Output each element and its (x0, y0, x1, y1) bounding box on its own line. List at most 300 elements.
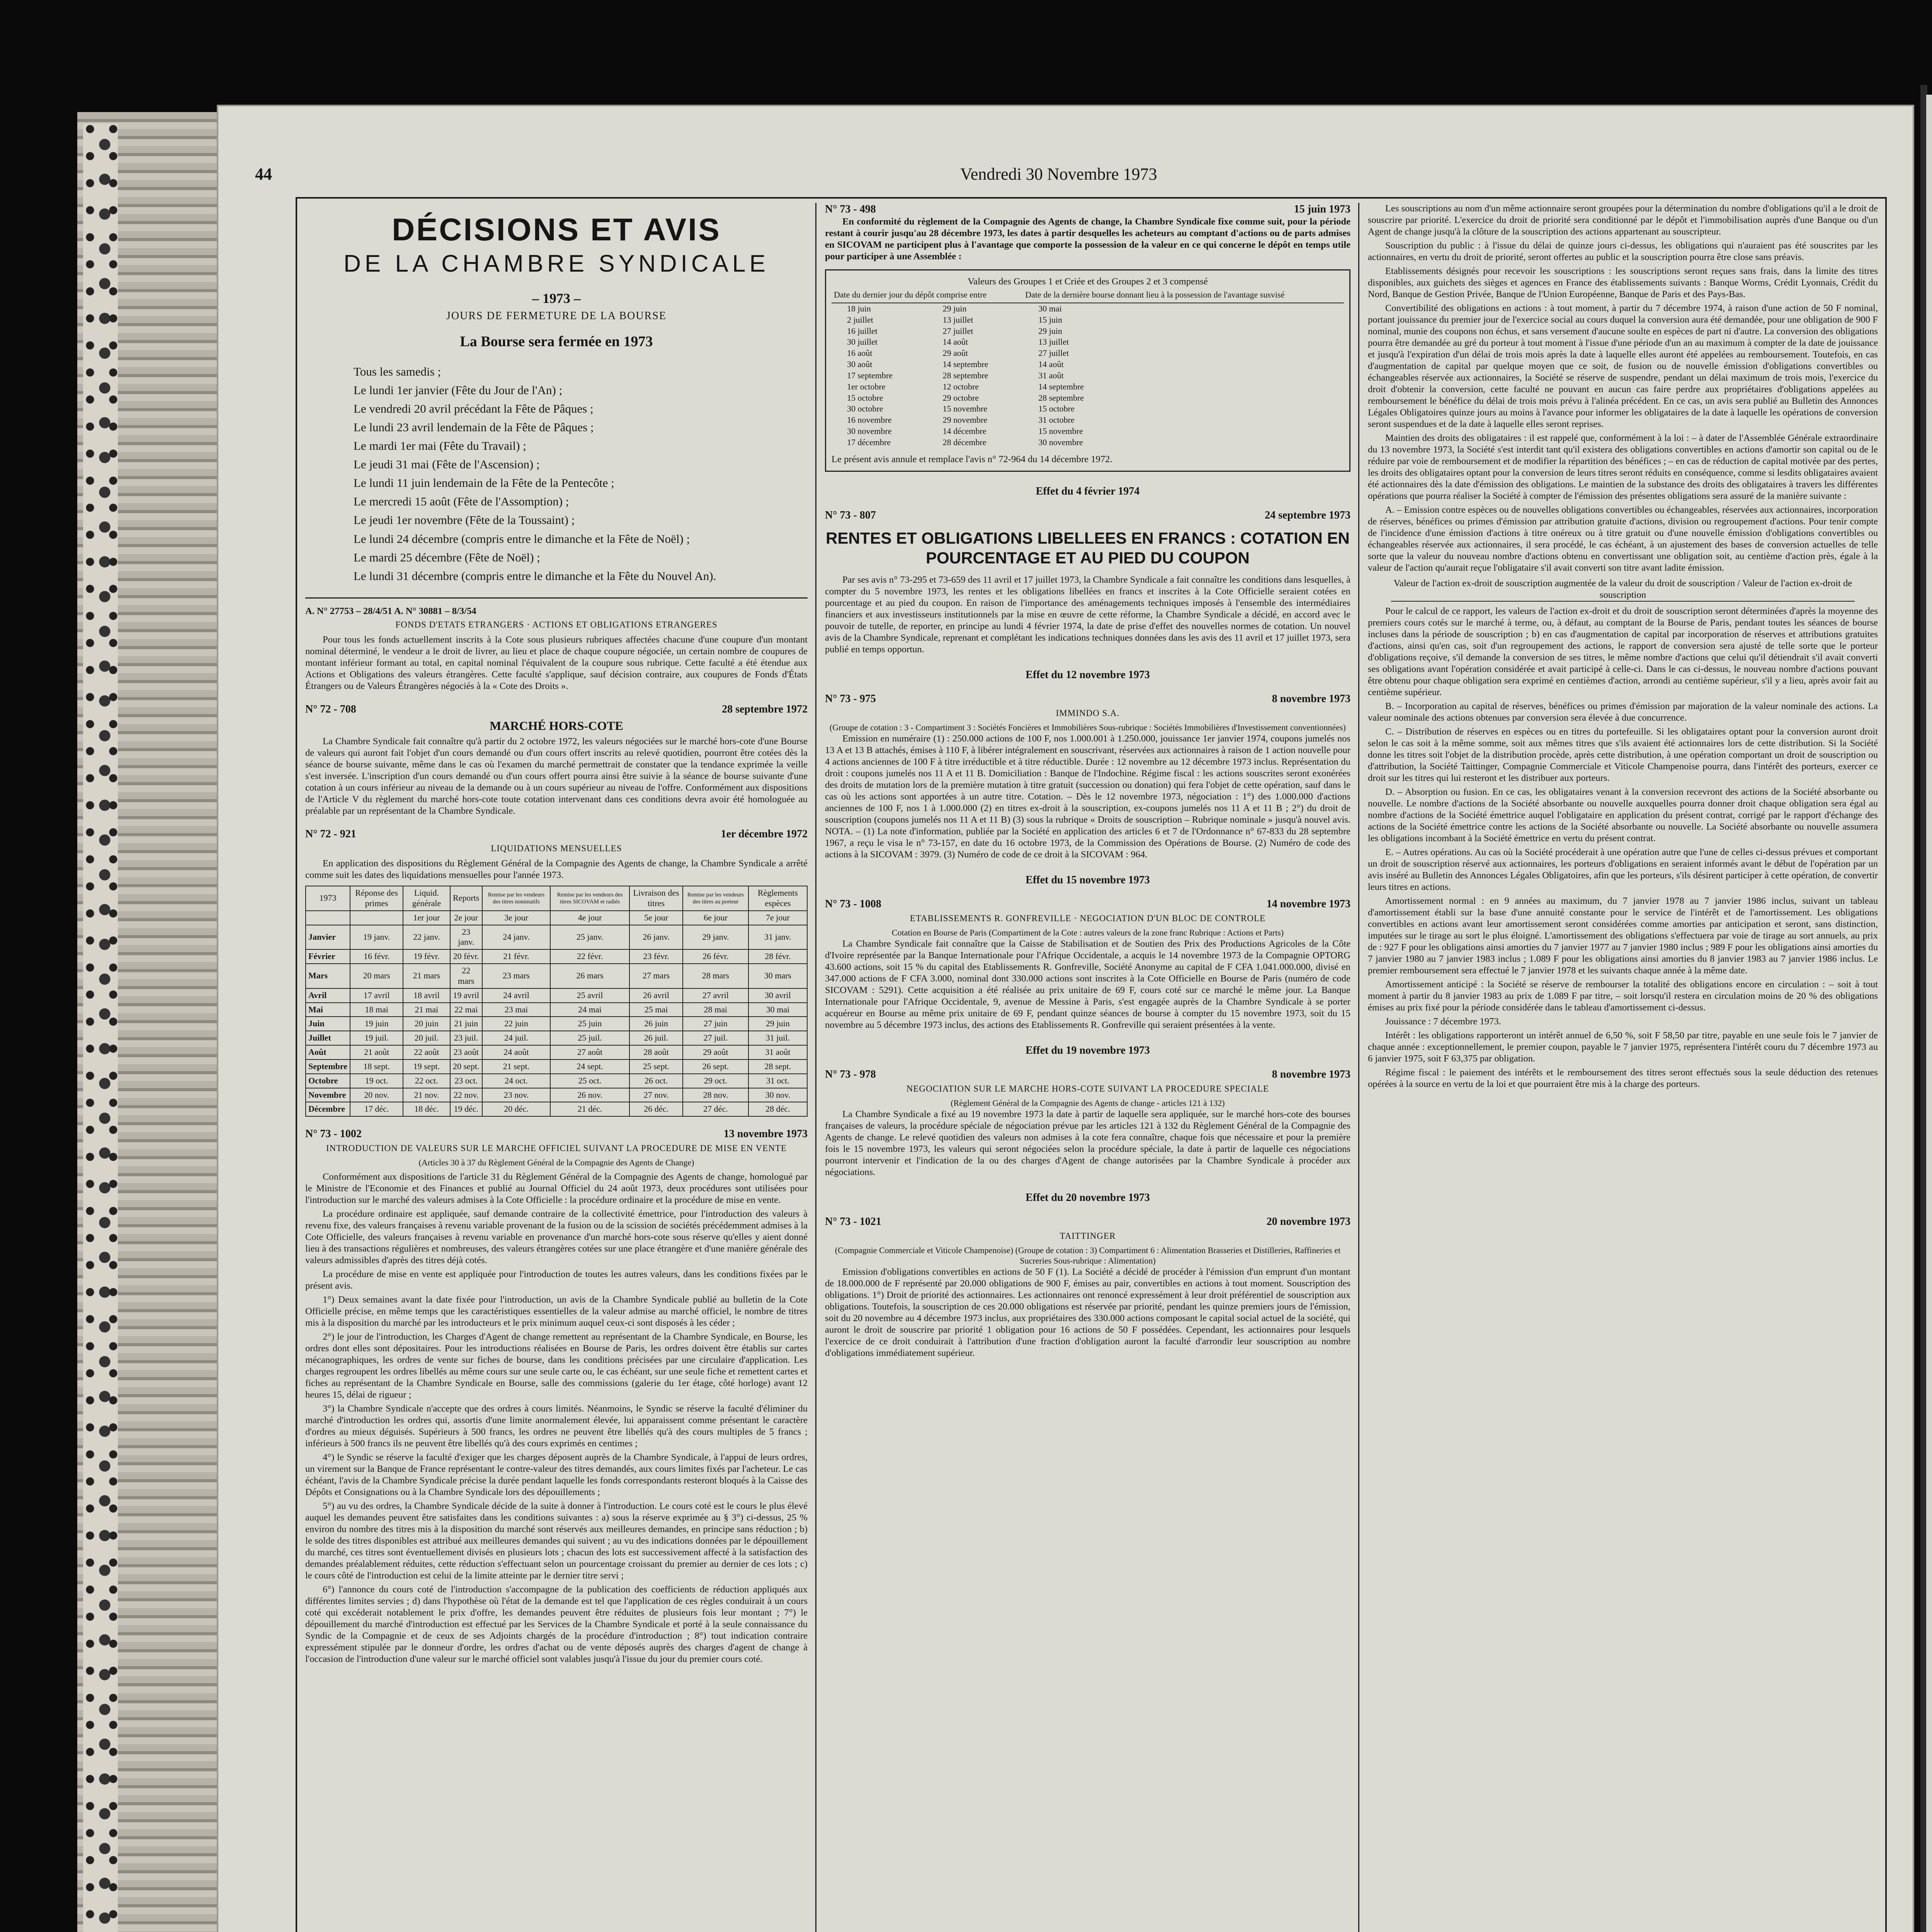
newspaper-page (218, 106, 1913, 1932)
table-cell: 29 janv. (683, 925, 748, 950)
table-cell: 21 déc. (550, 1102, 629, 1116)
table-cell: 26 juil. (629, 1031, 683, 1045)
notice-header (305, 1128, 808, 1141)
dates-caption: Valeurs des Groupes 1 et Criée et des Groupes 2 et 3 compensé (968, 276, 1208, 287)
paragraph: B. – Incorporation au capital de réserves, bénéfices ou primes d'émission par majoration de la valeur nominale des actions. La valeur nominale des actions obtenues par conversion sera élevée à due concurrence. (1368, 701, 1878, 723)
table-cell: 19 sept. (403, 1060, 450, 1074)
table-cell: 15 octobre (1038, 404, 1075, 414)
column-header: 1973 (306, 886, 350, 911)
notice-text: La Chambre Syndicale a fixé au 19 novembre 1973 la date à partir de laquelle sera appliquée, sur le marché hors-cote des bourses françaises de valeurs, la procédure spéciale de négociation prévue par les articles 121 à 132 du Règlement Général de la Compagnie des Agents de change. Le relevé quotidien des valeurs non admises à la cote fera connaître, chaque fois que nécessaire et pour la première fois le 15 novembre 1973, les valeurs qui seront négociées selon la procédure spéciale, la date à partir de laquelle ces négociations pourront intervenir et l'indication de la ou des charges d'Agent de change autorisées par la Chambre Syndicale à procéder aux négociations. (825, 1109, 1350, 1178)
table-cell: 29 août (683, 1045, 748, 1060)
table-cell: 28 févr. (748, 949, 807, 964)
table-cell: 23 nov. (482, 1088, 550, 1102)
table-cell: 25 mai (629, 1003, 683, 1017)
notice-title: INTRODUCTION DE VALEURS SUR LE MARCHE OFFICIEL SUIVANT LA PROCEDURE DE MISE EN VENTE (326, 1143, 787, 1153)
paragraph: Jouissance : 7 décembre 1973. (1385, 1016, 1501, 1027)
notice-header (825, 203, 1350, 216)
notice-ref: A. N° 27753 – 28/4/51 A. N° 30881 – 8/3/54 (305, 605, 476, 616)
column-header: Reports (450, 886, 482, 911)
table-row (832, 315, 1344, 326)
table-cell: 18 mai (350, 1003, 403, 1017)
table-cell: 31 janv. (748, 925, 807, 950)
table-row (306, 1060, 807, 1074)
notice-text: En application des dispositions du Règlement Général de la Compagnie des Agents de change, la Chambre Syndicale a arrêté comme suit les dates des liquidations mensuelles pour l'année 1973. (305, 858, 808, 881)
table-cell: 25 avril (550, 988, 629, 1003)
table-cell: 30 août (847, 359, 872, 369)
effective-date: Effet du 12 novembre 1973 (1026, 668, 1150, 681)
table-row (832, 326, 1344, 337)
table-cell: 25 oct. (550, 1074, 629, 1088)
table-cell: 18 sept. (350, 1060, 403, 1074)
table-cell: 17 avril (350, 988, 403, 1003)
notice-date: 14 novembre 1973 (1266, 898, 1350, 910)
notice-text: Emission d'obligations convertibles en actions de 50 F (1). La Société a décidé de procéder à l'émission d'un emprunt d'un montant de 18.000.000 de F représenté par 20.000 obligations de 900 F, émises au pair, convertibles en actions à tout moment. Souscription des obligations. 1°) Droit de priorité des actionnaires. Les actionnaires ont renoncé expressément à leur droit préférentiel de souscription aux obligations. Toutefois, la souscription de ces 20.000 obligations est réservée par priorité, pendant les quinze premiers jours de l'émission, soit du 20 novembre au 4 décembre 1973 inclus, aux propriétaires des 330.000 actions composant le capital social actuel de la société, qui auront le droit de souscrire par priorité 1 obligation pour 16 actions de 50 F possédées. Cependant, les actionnaires pour lesquels l'exercice de ce droit conduirait à l'attribution d'une fraction d'obligation auront la faculté d'arrondir leur souscription au nombre d'obligations immédiatement supérieur. (825, 1267, 1350, 1359)
notice-subtitle: (Articles 30 à 37 du Règlement Général de la Compagnie des Agents de Change) (418, 1158, 694, 1168)
table-cell: 27 juin (683, 1017, 748, 1031)
notice-subtitle: Cotation en Bourse de Paris (Compartiment de la Cote : autres valeurs de la zone franc Rubrique : Actions et Parts) (891, 928, 1284, 938)
holiday-item: Tous les samedis ; (354, 365, 441, 379)
holiday-list (354, 362, 808, 585)
table-cell: 15 juin (1038, 315, 1062, 325)
effective-date: Effet du 4 février 1974 (1036, 485, 1140, 497)
table-cell: 20 juil. (403, 1031, 450, 1045)
day-label: 6e jour (683, 911, 748, 925)
paragraph: Régime fiscal : le paiement des intérêts et le remboursement des titres seront effectués sous la seule déduction des retenues opérées à la source en vertu de la loi et que pourraient être mis à la charge des porteurs. (1368, 1067, 1878, 1089)
table-cell: 28 août (629, 1045, 683, 1060)
paragraph: Les souscriptions au nom d'un même actionnaire seront groupées pour la détermination du nombre d'obligations qu'il a le droit de souscrire par priorité. L'exercice du droit de priorité sera conditionné par le dépôt et l'immobilisation auprès d'une Banque ou d'un Agent de change jusqu'à la clôture de la souscription des actions appartenant au souscripteur. (1368, 203, 1878, 237)
notice-title: TAITTINGER (1060, 1231, 1116, 1241)
column-header: Liquid. générale (403, 886, 450, 911)
table-cell: 26 mars (550, 964, 629, 988)
table-cell: Mai (306, 1003, 350, 1017)
table-cell: 22 août (403, 1045, 450, 1060)
table-cell: 24 sept. (550, 1060, 629, 1074)
table-cell: 26 oct. (629, 1074, 683, 1088)
table-cell: 17 décembre (847, 437, 891, 447)
year-heading: – 1973 – (532, 290, 581, 306)
table-cell: 20 sept. (450, 1060, 482, 1074)
table-cell: 29 oct. (683, 1074, 748, 1088)
table-cell: 23 janv. (450, 925, 482, 950)
holiday-item: Le mardi 1er mai (Fête du Travail) ; (354, 439, 526, 453)
column-header: Livraison des titres (629, 886, 683, 911)
table-cell: 24 mai (550, 1003, 629, 1017)
notice-text: Pour tous les fonds actuellement inscrits à la Cote sous plusieurs rubriques affectées chacune d'une coupure d'un montant nominal déterminé, le vendeur a le droit de livrer, au lieu et place de chaque coupure négociée, un certain nombre de coupures de montant inférieur formant au total, en capital nominal l'équivalent de la coupure sous rubrique. Cette faculté a été étendue aux Actions et Obligations des valeurs étrangères. Cette faculté s'applique, sauf décision contraire, aux coupures de Fonds d'États Étrangers ou de Valeurs Étrangères négociés à la « Cote des Droits ». (305, 634, 808, 691)
table-row (306, 964, 807, 988)
holiday-item: Le mercredi 15 août (Fête de l'Assomption) ; (354, 495, 569, 509)
notice-paragraph: 1°) Deux semaines avant la date fixée pour l'introduction, un avis de la Chambre Syndicale publié au bulletin de la Cote Officielle précise, en même temps que les caractéristiques essentielles de la valeur admise au marché officiel, le nombre de titres mis à la disposition du marché par les introducteurs et le prix minimum auquel ceux-ci sont disposés à les céder ; (305, 1294, 808, 1328)
table-cell: Janvier (306, 925, 350, 950)
holiday-item: Le lundi 23 avril lendemain de la Fête de Pâques ; (354, 420, 594, 434)
table-cell: 31 août (1038, 370, 1064, 380)
notice-title: MARCHÉ HORS-COTE (490, 718, 623, 733)
table-cell: 27 juil. (683, 1031, 748, 1045)
table-row (832, 359, 1344, 370)
table-cell: 24 oct. (482, 1074, 550, 1088)
table-cell: 24 août (482, 1045, 550, 1060)
notice-number: N° 73 - 1021 (825, 1216, 881, 1228)
holiday-item: Le jeudi 1er novembre (Fête de la Toussaint) ; (354, 513, 575, 527)
table-row (832, 393, 1344, 404)
table-cell: 2 juillet (847, 315, 873, 325)
closure-statement: La Bourse sera fermée en 1973 (460, 333, 653, 350)
table-cell: 14 août (1038, 359, 1064, 369)
notice-paragraph: Conformément aux dispositions de l'article 31 du Règlement Général de la Compagnie des Agents de change, homologué par le Ministre de l'Economie et des Finances et publié au Journal Officiel du 24 août 1973, deux procédures sont utilisées pour l'introduction sur le marché des valeurs admises à la Cote Officielle : la procédure ordinaire et la procédure de mise en vente. (305, 1172, 808, 1206)
notice-date: 8 novembre 1973 (1272, 1068, 1350, 1081)
table-cell: 24 avril (482, 988, 550, 1003)
table-cell: Février (306, 949, 350, 964)
notice-header (305, 703, 808, 716)
column-header: Réponse des primes (350, 886, 403, 911)
dates-table-body (832, 303, 1344, 448)
holiday-item: Le jeudi 31 mai (Fête de l'Ascension) ; (354, 457, 540, 471)
table-cell: 21 nov. (403, 1088, 450, 1102)
paragraph: Souscription du public : à l'issue du délai de quinze jours ci-dessus, les obligations qui n'auraient pas été souscrites par les actionnaires, en vertu du droit de priorité, seront offertes au public et la souscription pourra être close sans préavis. (1368, 240, 1878, 262)
paragraph: D. – Absorption ou fusion. En ce cas, les obligataires venant à la conversion recevront des actions de la Société absorbante ou nouvelle. Le nombre d'actions de la Société absorbante ou nouvelle auxquelles pourra donner droit chaque obligation sera égal au nombre d'actions de la Société émettrice auquel l'obligataire en application du présent contrat, corrigé par le rapport d'échange des actions de la Société émettrice contre les actions de la Société absorbante ou nouvelle. La Société absorbante ou nouvelle assumera les obligations incombant à la Société émettrice en vertu du présent contrat. (1368, 787, 1878, 844)
table-cell: Juin (306, 1017, 350, 1031)
table-cell: 27 août (550, 1045, 629, 1060)
table-header-row (306, 886, 807, 911)
notice-title: NEGOCIATION SUR LE MARCHE HORS-COTE SUIVANT LA PROCEDURE SPECIALE (906, 1084, 1269, 1094)
paragraph: Intérêt : les obligations rapporteront un intérêt annuel de 6,50 %, soit F 58,50 par titre, payable en une seule fois le 7 janvier de chaque année : exceptionnellement, le premier coupon, payable le 7 janvier 1975, représentera l'intérêt couru du 7 décembre 1973 au 6 janvier 1975, soit F 63,375 par obligation. (1368, 1030, 1878, 1064)
notice-number: N° 73 - 498 (825, 203, 876, 215)
table-cell: Septembre (306, 1060, 350, 1074)
table-cell: 22 oct. (403, 1074, 450, 1088)
notice-paragraph: 6°) l'annonce du cours coté de l'introduction s'accompagne de la publication des coefficients de réduction appliqués aux différentes limites servies ; d) dans l'hypothèse où l'état de la demande est tel que l'application de ces règles conduirait à un cours coté qui excéderait notablement le prix d'offre, les demandes peuvent être réduites de plusieurs fois leur montant ; 7°) le dépouillement du marché d'introduction est effectué par les Services de la Chambre Syndicale et porté à la seule connaissance du Syndic de la Compagnie et de ceux de ses Adjoints chargés de la procédure d'introduction ; 8°) tout indication contraire expressément stipulée par le donneur d'ordre, les ordres d'achat ou de vente déposés auprès des charges d'agent de change à l'occasion de l'introduction d'une valeur sur le marché officiel sont valables jusqu'à l'issue du jour du premier cours coté. (305, 1584, 808, 1665)
table-cell: 30 mai (748, 1003, 807, 1017)
notice-title: ETABLISSEMENTS R. GONFREVILLE · NEGOCIATION D'UN BLOC DE CONTROLE (910, 913, 1266, 923)
table-cell: 19 avril (450, 988, 482, 1003)
table-cell: 24 juil. (482, 1031, 550, 1045)
dates-table (832, 287, 1344, 448)
day-label (350, 911, 403, 925)
paragraph: Amortissement normal : en 9 années au maximum, du 7 janvier 1978 au 7 janvier 1986 inclus, suivant un tableau d'amortissement établi sur la base d'une annuité constante pour le service de l'intérêt et de l'amortissement. Les obligations convertibles en actions avant leur amortissement seront considérées comme amorties par anticipation et seront, sans distinction, imputées sur le tirage au sort le plus éloigné. L'amortissement des obligations s'effectuera par voie de tirage au sort annuels, au prix de : 927 F pour les obligations ainsi amorties du 7 janvier 1977 au 7 janvier 1980 inclus ; 989 F pour les obligations ainsi amorties du 7 janvier 1980 au 7 janvier 1983 inclus ; 1.089 F pour les obligations ainsi amorties du 8 janvier 1983 au 7 janvier 1986 inclus. Le premier remboursement sera effectué le 7 janvier 1978 et les suivants chaque année à la même date. (1368, 896, 1878, 976)
table-cell: 27 juillet (942, 326, 973, 336)
table-cell: 28 septembre (942, 370, 988, 380)
table-cell: 31 juil. (748, 1031, 807, 1045)
table-row (306, 1031, 807, 1045)
table-row (832, 348, 1344, 359)
notice-number: N° 72 - 708 (305, 703, 356, 715)
table-cell: 14 septembre (942, 359, 988, 369)
notice-header (825, 898, 1350, 911)
table-cell: 26 sept. (683, 1060, 748, 1074)
table-cell: 30 mai (1038, 303, 1062, 313)
table-cell: 23 mai (482, 1003, 550, 1017)
paragraph: Maintien des droits des obligataires : il est rappelé que, conformément à la loi : – à dater de l'Assemblée Générale extraordinaire du 13 novembre 1973, la Société s'est interdit tant qu'il existera des obligations convertibles en actions d'amortir son capital ou de le réduire par voie de remboursement et de modifier la répartition des bénéfices ; – en cas de réduction de capital motivée par des pertes, les droits des obligataires optant pour la conversion de leurs titres seront réduits en conséquence, comme si lesdits obligataires avaient été actionnaires dès la date d'émission des obligations. Le maintien de la substance des droits des obligataires à travers les différentes opérations que pourra réaliser la Société à compter de l'émission des présentes obligations sera assuré de la manière suivante : (1368, 433, 1878, 501)
day-label: 5e jour (629, 911, 683, 925)
table-cell: 21 mai (403, 1003, 450, 1017)
effective-date: Effet du 19 novembre 1973 (1026, 1044, 1150, 1056)
notice-paragraph: 2°) le jour de l'introduction, les Charges d'Agent de change remettent au représentant de la Chambre Syndicale, en Bourse, les ordres dont elles sont dépositaires. Pour les introductions réalisées en Bourse de Paris, les ordres doivent être établis sur cartes mécanographiques, les ordres de vente sur fiches de bourse, dans les conditions précisées par une circulaire d'application. Les charges regroupent les ordres libellés au même cours sur une seule carte ou, le cas échéant, sur une seule fiche et remettent cartes et fiches au représentant de la Chambre Syndicale en Bourse, salle des commissions (galerie du 1er étage, côté horloge) avant 12 heures 15, délai de rigueur ; (305, 1332, 808, 1400)
table-cell: 24 janv. (482, 925, 550, 950)
table-cell: 1er octobre (847, 381, 886, 391)
day-label (306, 911, 350, 925)
notice-paragraph: La procédure de mise en vente est appliquée pour l'introduction de toutes les autres valeurs, dans les conditions fixées par le présent avis. (305, 1269, 808, 1291)
table-cell: 13 juillet (1038, 337, 1069, 347)
table-cell: 25 juil. (550, 1031, 629, 1045)
table-cell: 18 avril (403, 988, 450, 1003)
table-row (306, 1074, 807, 1088)
table-cell: 28 nov. (683, 1088, 748, 1102)
table-cell: 25 sept. (629, 1060, 683, 1074)
divider (305, 597, 808, 599)
table-row (306, 1045, 807, 1060)
table-cell: 15 novembre (1038, 426, 1083, 436)
day-label: 2e jour (450, 911, 482, 925)
column-header: Date du dernier jour du dépôt comprise entre (832, 287, 1023, 303)
table-cell: 19 déc. (450, 1102, 482, 1116)
table-cell: 23 août (450, 1045, 482, 1060)
notice-title: LIQUIDATIONS MENSUELLES (491, 844, 622, 854)
holiday-item: Le vendredi 20 avril précédant la Fête de Pâques ; (354, 402, 594, 416)
day-label: 3e jour (482, 911, 550, 925)
table-cell: Mars (306, 964, 350, 988)
table-cell: 30 novembre (847, 426, 892, 436)
table-cell: 23 oct. (450, 1074, 482, 1088)
notice-number: N° 72 - 921 (305, 828, 356, 840)
table-cell: Juillet (306, 1031, 350, 1045)
column-2 (825, 203, 1350, 1932)
notice-date: 24 septembre 1973 (1265, 509, 1350, 521)
table-row (832, 415, 1344, 426)
section-subtitle: DE LA CHAMBRE SYNDICALE (344, 250, 769, 277)
table-cell: 21 mars (403, 964, 450, 988)
table-cell: 29 août (942, 348, 968, 358)
paragraph: Amortissement anticipé : la Société se réserve de rembourser la totalité des obligations encore en circulation : – soit à tout moment à partir du 8 janvier 1983 au prix de 1.089 F par titre, – soit lorsqu'il restera en circulation moins de 20 % des obligations émises au prix fixé pour la période considérée dans le tableau d'amortissement ci-dessus. (1368, 979, 1878, 1013)
table-cell: 22 janv. (403, 925, 450, 950)
table-cell: 26 avril (629, 988, 683, 1003)
column-3 (1368, 203, 1878, 1932)
table-cell: 22 juin (482, 1017, 550, 1031)
holiday-item: Le lundi 31 décembre (compris entre le dimanche et la Fête du Nouvel An). (354, 569, 716, 583)
table-cell: 12 octobre (942, 381, 979, 391)
liquidation-table (305, 886, 808, 1117)
effective-date: Effet du 20 novembre 1973 (1026, 1192, 1150, 1204)
table-cell: 23 mars (482, 964, 550, 988)
table-cell: 22 févr. (550, 949, 629, 964)
dates-box (825, 269, 1350, 472)
column-header: Remise par les vendeurs des titres SICOVAM et radiés (550, 886, 629, 911)
liquidation-table-body (306, 925, 807, 1117)
notice-text: La Chambre Syndicale fait connaître qu'à partir du 2 octobre 1972, les valeurs négociées sur le marché hors-cote d'une Bourse de valeurs qui auront fait l'objet d'un cours demandé ou d'un cours offert inscrits au relevé quotidien, pourront être cotées dès la séance de bourse suivante, même dans le cas où l'examen du marché permettrait de constater que la tendance exprimée la veille s'est inversée. L'inscription d'un cours demandé ou d'un cours offert pourra ainsi être suivie à la séance de bourse suivante d'une cotation à un cours inférieur au niveau de la demande ou à un cours supérieur au niveau de l'offre. Conformément aux dispositions de l'Article V du règlement du marché hors-cote toute cotation intervenant dans ces conditions devra avoir été homologuée au préalable par un représentant de la Chambre Syndicale. (305, 736, 808, 816)
day-label: 4e jour (550, 911, 629, 925)
table-cell: 22 mars (450, 964, 482, 988)
table-cell: 27 déc. (683, 1102, 748, 1116)
notice-paragraph: 3°) la Chambre Syndicale n'accepte que des ordres à cours limités. Néanmoins, le Syndic se réserve la faculté d'éliminer du marché d'introduction les ordres qui, assortis d'une limite anormalement élevée, lui apparaissent comme présentant le caractère d'ordres au mieux déguisés. Supérieurs à 500 francs, les ordres ne peuvent être libellés qu'à des cours multiples de 5 francs ; inférieurs à 500 francs ils ne peuvent être libellés qu'à des cours exprimés en centimes ; (305, 1403, 808, 1449)
effective-date: Effet du 15 novembre 1973 (1026, 874, 1150, 886)
notice-header (825, 509, 1350, 522)
table-cell: 30 juillet (847, 337, 878, 347)
table-row (306, 949, 807, 964)
column-header: Remise par les vendeurs des titres au porteur (683, 886, 748, 911)
table-cell: 16 juillet (847, 326, 878, 336)
table-cell: 17 déc. (350, 1102, 403, 1116)
table-cell: 31 août (748, 1045, 807, 1060)
table-cell: 29 juin (942, 303, 967, 313)
table-cell: 27 juillet (1038, 348, 1069, 358)
paragraph: Pour le calcul de ce rapport, les valeurs de l'action ex-droit et du droit de souscription seront déterminées d'après la moyenne des premiers cours cotés sur le marché à terme, ou, à défaut, au comptant de la Bourse de Paris, pendant toutes les séances de bourse incluses dans la période de souscription ; b) en cas d'augmentation de capital par incorporation de réserves et attributions gratuites d'actions, ainsi qu'en cas, soit d'un regroupement des actions, le rapport de conversion sera ajusté de telle sorte que le porteur d'obligations reçoive, s'il demande la conversion de ses titres, le même nombre d'actions que celui qu'il détiendrait s'il avait converti ses obligations avant l'opération considérée et avait participé à celle-ci. Dans le cas ci-dessus, le nouveau nombre d'actions pouvant être obtenu pour chaque obligation sera exprimé en centièmes d'action, arrondi au centième supérieur, s'il y a lieu, après avoir fait au centième supérieur. (1368, 606, 1878, 697)
paragraph: C. – Distribution de réserves en espèces ou en titres du portefeuille. Si les obligataires optant pour la conversion auront droit selon le cas soit à la même somme, soit aux mêmes titres que s'ils avaient été actionnaires lors de cette distribution. Si la Société donne les titres soit l'objet de la distribution procède, après cette distribution, à une opération comportant un droit de souscription ou d'attribution, la Société Taittinger, Compagnie Commerciale et Viticole Champenoise pourra, dans l'intérêt des porteurs, exercer ce droit sur les titres qui lui resteront et les distribuer aux porteurs. (1368, 726, 1878, 783)
paragraph: Etablissements désignés pour recevoir les souscriptions : les souscriptions seront reçues sans frais, dans la limite des titres disponibles, aux guichets des sièges et agences en France des établissements suivants : Banque Worms, Crédit Lyonnais, Crédit du Nord, Banque de Gestion Privée, Banque de l'Union Européenne, Banque de Paris et des Pays-Bas. (1368, 266, 1878, 299)
notice-subtitle: (Règlement Général de la Compagnie des Agents de change - articles 121 à 132) (951, 1098, 1225, 1108)
notice-date: 15 juin 1973 (1294, 203, 1350, 215)
notice-title: FONDS D'ETATS ETRANGERS · ACTIONS ET OBLIGATIONS ETRANGERES (395, 619, 718, 629)
table-cell: 14 août (942, 337, 968, 347)
notice-paragraph: 4°) le Syndic se réserve la faculté d'exiger que les charges déposent auprès de la Chambre Syndicale, à l'appui de leurs ordres, un virement sur la Banque de France représentant le contre-valeur des titres demandés, aux cours limites fixés par l'acheteur. Le cas échéant, l'avis de la Chambre Syndicale précise la durée pendant laquelle les fonds correspondants resteront bloqués à la Caisse des Dépôts et Consignations ou à la Chambre Syndicale lors des dépouillements ; (305, 1452, 808, 1498)
table-cell: Novembre (306, 1088, 350, 1102)
table-cell: 27 mars (629, 964, 683, 988)
table-cell: 15 novembre (942, 404, 988, 414)
table-cell: 18 juin (847, 303, 871, 313)
notice-text: Emission en numéraire (1) : 250.000 actions de 100 F, nos 1.000.001 à 1.250.000, jouissance 1er janvier 1974, coupons jumelés nos 13 A et 13 B attachés, émises à 110 F, à libérer intégralement en souscrivant, réservées aux actionnaires à raison de 1 action nouvelle pour 4 actions anciennes de 100 F à titre irréductible et à titre réductible. Durée : 12 novembre au 12 décembre 1973 inclus. Représentation du droit : coupons jumelés nos 11 A et 11 B. Domiciliation : Banque de l'Indochine. Régime fiscal : les actions souscrites seront exonérées des droits de mutation lors de la première mutation à titre gratuit (succession ou donation) qui fera l'objet de cette opération, sauf dans le cas où les actions sont apportées à un autre titre. Cotation. – Dès le 12 novembre 1973, négociation : 1°) des 1.000.000 d'actions anciennes de 100 F, nos 1 à 1.000.000 (2) en titres ex-droit à la souscription, ex-coupons jumelés nos 11 A et 11 B ; 2°) du droit de souscription (coupons jumelés nos 11 A et 11 B) (3) sous la rubrique « Droits de souscription – Rubrique nominale » jusqu'à nouvel avis. NOTA. – (1) La note d'information, publiée par la Société en application des articles 6 et 7 de l'Ordonnance n° 67-833 du 28 septembre 1967, a reçu le visa le n° 73-157, en date du 16 octobre 1973, de la Commission des Opérations de Bourse. (2) Numéro de code des actions à la SICOVAM : 3979. (3) Numéro de code de ce droit à la SICOVAM : 964. (825, 733, 1350, 860)
marbled-edge (83, 124, 118, 1932)
notice-number: N° 73 - 978 (825, 1068, 876, 1081)
holiday-item: Le lundi 1er janvier (Fête du Jour de l'An) ; (354, 383, 563, 397)
day-label: 1er jour (403, 911, 450, 925)
table-cell: 16 novembre (847, 415, 892, 425)
table-cell: 19 févr. (403, 949, 450, 964)
notice-number: N° 73 - 1008 (825, 898, 881, 910)
table-cell: Octobre (306, 1074, 350, 1088)
table-row (306, 1017, 807, 1031)
table-row (832, 403, 1344, 415)
table-row (832, 381, 1344, 393)
table-row (306, 1003, 807, 1017)
table-cell: 17 septembre (847, 370, 893, 380)
table-row (306, 1102, 807, 1116)
table-cell: 26 nov. (550, 1088, 629, 1102)
table-cell: 14 septembre (1038, 381, 1084, 391)
table-cell: 30 nov. (748, 1088, 807, 1102)
table-cell: 30 octobre (847, 404, 883, 414)
notice-number: N° 73 - 1002 (305, 1128, 362, 1140)
table-cell: 19 juin (350, 1017, 403, 1031)
table-cell: 19 oct. (350, 1074, 403, 1088)
notice-date: 20 novembre 1973 (1266, 1216, 1350, 1228)
issue-date: Vendredi 30 Novembre 1973 (960, 165, 1157, 184)
table-cell: 30 novembre (1038, 437, 1083, 447)
table-row (832, 370, 1344, 381)
table-cell: 27 nov. (629, 1088, 683, 1102)
notice-number: N° 73 - 807 (825, 509, 876, 521)
table-cell: 20 mars (350, 964, 403, 988)
table-cell: 21 août (350, 1045, 403, 1060)
table-cell: 28 septembre (1038, 393, 1084, 403)
table-cell: 21 févr. (482, 949, 550, 964)
notice-header (305, 828, 808, 841)
notice-text: Par ses avis n° 73-295 et 73-659 des 11 avril et 17 juillet 1973, la Chambre Syndicale a fait connaître les conditions dans lesquelles, à compter du 5 novembre 1973, les rentes et les obligations libellées en francs et inscrites à la Cote Officielle seraient cotées en pourcentage et au pied du coupon. En raison de l'importance des aménagements techniques imposés à l'ensemble des intermédiaires financiers et aux investisseurs institutionnels par la mise en œuvre de cette réforme, la Chambre Syndicale a décidé, en accord avec le pouvoir de tutelle, de reporter, en principe au lundi 4 février 1974, la date de prise d'effet des nouvelles normes de cotation. Un nouvel avis de la Chambre Syndicale, reprenant et complétant les indications techniques données dans les avis des 11 avril et 17 juillet 1973, sera publié en temps opportun. (825, 574, 1350, 655)
table-cell: 31 octobre (1038, 415, 1075, 425)
table-cell: 13 juillet (942, 315, 973, 325)
table-cell: 26 déc. (629, 1102, 683, 1116)
table-cell: 21 juin (450, 1017, 482, 1031)
table-cell: 31 oct. (748, 1074, 807, 1088)
holiday-item: Le lundi 24 décembre (compris entre le dimanche et la Fête de Noël) ; (354, 532, 690, 546)
notice-text: La Chambre Syndicale fait connaître que la Caisse de Stabilisation et de Soutien des Prix des Productions Agricoles de la Côte d'Ivoire représentée par la Banque Internationale pour l'Afrique Occidentale, a acquis le 14 novembre 1973 de la Compagnie OPTORG 43.600 actions, soit 15 % du capital des Etablissements R. Gonfreville, Société Anonyme au capital de F CFA 1.041.000.000, divisé en 347.000 actions de F CFA 3.000, nominal dont 330.000 actions sont inscrites à la Cote Officielle en Bourse de Paris (numéro de code SICOVAM : 5291). Cette acquisition a été réalisée au prix unitaire de 69 F, cours coté sur ce marché le même jour. La Banque Internationale pour l'Afrique Occidentale, 9, avenue de Messine à Paris, s'est engagée auprès de la Chambre Syndicale à se porter acquéreur en Bourse au même prix unitaire de 69 F, pendant quinze séances de bourse à compter du 15 novembre 1973, soit du 15 novembre au 5 décembre 1973 inclus, des actions des Etablissements R. Gonfreville qui seraient présentées à la vente. (825, 938, 1350, 1030)
table-row (832, 303, 1344, 315)
column-header: Règlements espèces (748, 886, 807, 911)
table-cell: 20 déc. (482, 1102, 550, 1116)
notice-date: 1er décembre 1972 (721, 828, 808, 840)
notice-subtitle: (Compagnie Commerciale et Viticole Champenoise) (Groupe de cotation : 3) Compartiment 6 : Alimentation Brasseries et Distilleries, Raffineries et Sucreries Sous-rubrique : Alimentation) (835, 1245, 1341, 1266)
paragraph: A. – Emission contre espèces ou de nouvelles obligations convertibles ou échangeables, réservées aux actionnaires, incorporation de réserves, bénéfices ou primes d'émission par attribution gratuite d'actions, division ou regroupement d'actions. Pour tenir compte de l'incidence d'une émission d'actions à titre onéreux ou à titre gratuit ou d'une nouvelle émission d'obligations convertibles ou échangeables réservée aux actionnaires, il sera procédé, le cas échéant, à un ajustement des bases de conversion actuelles de telle sorte que la valeur du nouveau nombre d'actions obtenu en convertissant une obligation soit, au centième d'action près, égale à la valeur de l'action qu'aurait reçue l'obligataire s'il avait converti son titre avant ladite émission. (1368, 505, 1878, 573)
table-cell: 28 mars (683, 964, 748, 988)
table-header-row (832, 287, 1344, 303)
table-cell: 27 avril (683, 988, 748, 1003)
facing-page (1926, 95, 1932, 1932)
table-cell: 16 févr. (350, 949, 403, 964)
notice-header (825, 1068, 1350, 1081)
page-number: 44 (255, 165, 272, 184)
table-cell: 18 déc. (403, 1102, 450, 1116)
notice-paragraph: 5°) au vu des ordres, la Chambre Syndicale décide de la suite à donner à l'introduction. Le cours coté est le cours le plus élevé auquel les demandes peuvent être satisfaites dans les conditions suivantes : a) sous la réserve exprimée au § 3°) ci-dessus, 25 % environ du nombre des titres mis à la disposition du marché sont réservés aux meilleures demandes, en principe sans réduction ; b) le solde des titres disponibles est attribué aux meilleures demandes qui suivent ; au vu des indications données par le dépouillement du marché, ces titres sont éventuellement divisés en plusieurs lots ; chacun des lots est successivement affecté à la satisfaction des demandes préalablement réduites, cette réduction s'effectuant selon un pourcentage croissant du premier au dernier de ces lots ; c) le cours côté de l'introduction est celui de la limite atteinte par le dernier titre servi ; (305, 1501, 808, 1581)
notice-header (825, 692, 1350, 706)
table-cell: 20 févr. (450, 949, 482, 964)
table-cell: 14 décembre (942, 426, 986, 436)
formula-fraction: Valeur de l'action ex-droit de souscription augmentée de la valeur du droit de souscription / Valeur de l'action ex-droit de souscription (1391, 578, 1855, 602)
table-cell: 26 janv. (629, 925, 683, 950)
notice-number: N° 73 - 975 (825, 692, 876, 705)
table-cell: Août (306, 1045, 350, 1060)
table-row (832, 437, 1344, 448)
dates-note: Le présent avis annule et remplace l'avis n° 72-964 du 14 décembre 1972. (832, 454, 1112, 464)
table-cell: 29 octobre (942, 393, 979, 403)
paragraph: Convertibilité des obligations en actions : à tout moment, à partir du 7 décembre 1974, à raison d'une action de 50 F nominal, portant jouissance du premier jour de l'exercice social au cours duquel la conversion aura été demandée, pour une obligation de 900 F nominal, munie des coupons non échus, et sans versement d'aucune soulte en espèces de part ni d'autre. La conversion des obligations pourra être demandée au gré du porteur à tout moment à l'issue d'une période d'un an au maximum à compter de la date de jouissance et jusqu'à l'expiration d'un délai de trois mois après la date à laquelle elles auront été appelées au remboursement. Toutefois, en cas d'augmentation de capital par quelque moyen que ce soit, de fusion ou de nouvelle émission d'obligations convertibles ou échangeables réservée aux actionnaires, la Société se réserve de suspendre, pendant un délai maximum de trois mois, l'exercice du droit d'obtenir la conversion, cette faculté ne pouvant en aucun cas faire perdre aux propriétaires d'obligations appelées au remboursement le bénéfice du délai de trois mois prévu à l'alinéa précédent. En ce cas, un avis sera publié au Bulletin des Annonces Légales Obligatoires quinze jours au moins à l'avance pour informer les obligataires de la date à laquelle les opérations de conversion seront suspendues et de la date à laquelle elles seront reprises. (1368, 303, 1878, 429)
notice-date: 8 novembre 1973 (1272, 692, 1350, 705)
notice-paragraph: La procédure ordinaire est appliquée, sauf demande contraire de la collectivité émettrice, pour l'introduction des valeurs à revenu fixe, des valeurs françaises à revenu variable provenant de la fusion ou de la scission de sociétés précédemment admises à la Cote Officielle, des valeurs françaises à revenu variable en provenance d'un marché hors-cote sous réserve qu'elles y aient donné lieu à des transactions régulières et nombreuses, des valeurs étrangères cotées sur une place étrangère et d'une manière générale des valeurs admissibles d'après des titres déjà cotés. (305, 1209, 808, 1266)
table-subheader-row (306, 911, 807, 925)
notice-text: En conformité du règlement de la Compagnie des Agents de change, la Chambre Syndicale fixe comme suit, pour la période restant à courir jusqu'au 28 décembre 1973, les dates à partir desquelles les acheteurs au comptant d'actions ou de parts admises en SICOVAM ne participent plus à l'avantage que comporte la possession de la valeur en ce qui concerne le dépôt en temps utile pour participer à une Assemblée : (825, 216, 1350, 262)
notice-date: 28 septembre 1972 (722, 703, 808, 715)
table-cell: 29 juin (748, 1017, 807, 1031)
table-row (306, 1088, 807, 1102)
table-cell: 28 sept. (748, 1060, 807, 1074)
table-cell: 15 octobre (847, 393, 883, 403)
table-cell: 30 avril (748, 988, 807, 1003)
table-cell: 28 décembre (942, 437, 986, 447)
table-cell: 20 nov. (350, 1088, 403, 1102)
table-row (832, 337, 1344, 348)
table-cell: 26 juin (629, 1017, 683, 1031)
notice-title: RENTES ET OBLIGATIONS LIBELLEES EN FRANCS : COTATION EN POURCENTAGE ET AU PIED DU COUPON (826, 529, 1350, 567)
table-cell: 29 juin (1038, 326, 1062, 336)
table-cell: 22 nov. (450, 1088, 482, 1102)
closure-subtitle: JOURS DE FERMETURE DE LA BOURSE (446, 310, 667, 322)
table-cell: Avril (306, 988, 350, 1003)
table-row (306, 988, 807, 1003)
table-cell: 28 déc. (748, 1102, 807, 1116)
table-cell: 19 juil. (350, 1031, 403, 1045)
day-label: 7e jour (748, 911, 807, 925)
column-header: Date de la dernière bourse donnant lieu à la possession de l'avantage susvisé (1023, 287, 1344, 303)
column-header: Remise par les vendeurs des titres nominatifs (482, 886, 550, 911)
table-cell: 20 juin (403, 1017, 450, 1031)
table-cell: 19 janv. (350, 925, 403, 950)
table-cell: 21 sept. (482, 1060, 550, 1074)
paragraph: E. – Autres opérations. Au cas où la Société procéderait à une opération autre que l'une de celles ci-dessus prévues et comportant un droit de souscription réservé aux actionnaires, les porteurs d'obligations en seraient informés avant le début de l'opération par un avis inséré au Bulletin des Annonces Légales Obligatoires, afin que les porteurs, s'ils désirent participer à cette opération, de convertir leurs titres en actions. (1368, 847, 1878, 892)
table-cell: 22 mai (450, 1003, 482, 1017)
table-cell: 28 mai (683, 1003, 748, 1017)
table-cell: 16 août (847, 348, 872, 358)
table-cell: 29 novembre (942, 415, 988, 425)
holiday-item: Le mardi 25 décembre (Fête de Noël) ; (354, 550, 540, 564)
notice-date: 13 novembre 1973 (723, 1128, 808, 1140)
table-cell: 30 mars (748, 964, 807, 988)
holiday-item: Le lundi 11 juin lendemain de la Fête de la Pentecôte ; (354, 476, 614, 490)
table-row (306, 925, 807, 950)
table-row (832, 426, 1344, 437)
